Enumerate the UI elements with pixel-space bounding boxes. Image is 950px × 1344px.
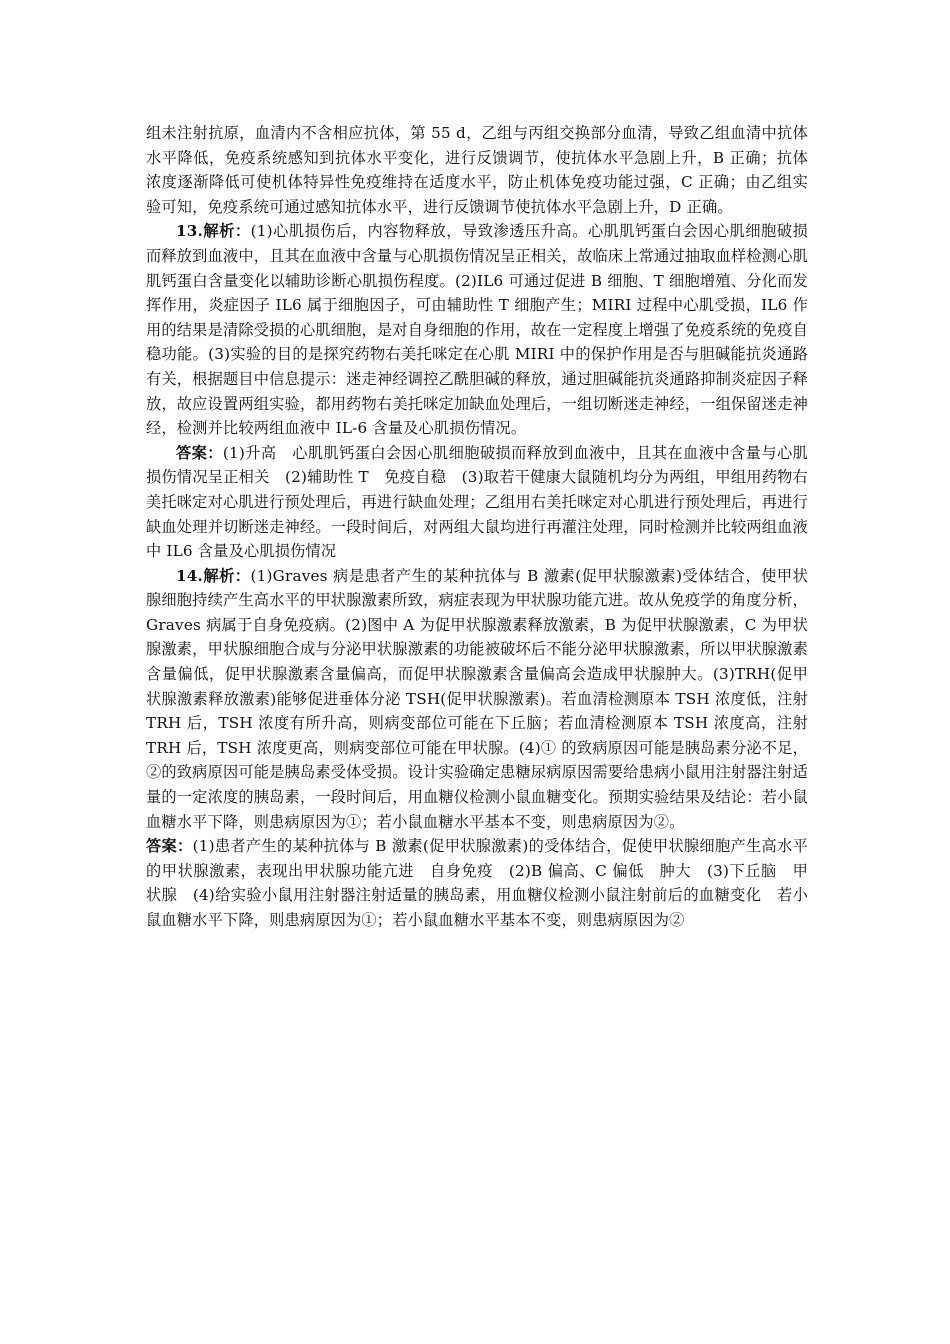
paragraph-q13-analysis [146, 219, 808, 440]
paragraph-q14-analysis [146, 564, 808, 835]
paragraph-label: 14.解析： [176, 566, 251, 585]
paragraph-q14-answer [146, 834, 808, 932]
paragraph-text: (1)Graves 病是患者产生的某种抗体与 B 激素(促甲状腺激素)受体结合，使甲状腺细胞持续产生高水平的甲状腺激素所致，病症表现为甲状腺功能亢进。故从免疫学的角度分析，Graves 病属于自身免疫病。(2)图中 A 为促甲状腺激素释放激素，B 为促甲状腺激素，C 为甲状腺激素，甲状腺细胞合成与分泌甲状腺激素的功能被破坏后不能分泌甲状腺激素，所以甲状腺激素含量偏低，促甲状腺激素含量偏高，而促甲状腺激素含量偏高会造成甲状腺肿大。(3)TRH(促甲状腺激素释放激素)能够促进垂体分泌 TSH(促甲状腺激素)。若血清检测原本 TSH 浓度低，注射 TRH 后，TSH 浓度有所升高，则病变部位可能在下丘脑；若血清检测原本 TSH 浓度高，注射 TRH 后，TSH 浓度更高，则病变部位可能在甲状腺。(4)① 的致病原因可能是胰岛素分泌不足，②的致病原因可能是胰岛素受体受损。设计实验确定患糖尿病原因需要给患病小鼠用注射器注射适量的一定浓度的胰岛素，一段时间后，用血糖仪检测小鼠血糖变化。预期实验结果及结论：若小鼠血糖水平下降，则患病原因为①；若小鼠血糖水平基本不变，则患病原因为②。 [146, 566, 809, 831]
paragraph-text: (1)升高 心肌肌钙蛋白会因心肌细胞破损而释放到血液中，且其在血液中含量与心肌损伤情况呈正相关 (2)辅助性 T 免疫自稳 (3)取若干健康大鼠随机均分为两组，甲组用药物右美托咪定对心肌进行预处理后，再进行缺血处理；乙组用右美托咪定对心肌进行预处理后，再进行缺血处理并切断迷走神经。一段时间后，对两组大鼠均进行再灌注处理，同时检测并比较两组血液中 IL6 含量及心肌损伤情况 [146, 443, 808, 561]
paragraph-text: (1)患者产生的某种抗体与 B 激素(促甲状腺激素)的受体结合，促使甲状腺细胞产生高水平的甲状腺激素，表现出甲状腺功能亢进 自身免疫 (2)B 偏高、C 偏低 肿大 (3)下丘脑 甲状腺 (4)给实验小鼠用注射器注射适量的胰岛素，用血糖仪检测小鼠注射前后的血糖变化 若小鼠血糖水平下降，则患病原因为①；若小鼠血糖水平基本不变，则患病原因为② [146, 837, 808, 929]
paragraph-text: (1)心肌损伤后，内容物释放，导致渗透压升高。心肌肌钙蛋白会因心肌细胞破损而释放到血液中，且其在血液中含量与心肌损伤情况呈正相关，故临床上常通过抽取血样检测心肌肌钙蛋白含量变化以辅助诊断心肌损伤程度。(2)IL6 可通过促进 B 细胞、T 细胞增殖、分化而发挥作用，炎症因子 IL6 属于细胞因子，可由辅助性 T 细胞产生；MIRI 过程中心肌受损，IL6 作用的结果是清除受损的心肌细胞，是对自身细胞的作用，故在一定程度上增强了免疫系统的免疫自稳功能。(3)实验的目的是探究药物右美托咪定在心肌 MIRI 中的保护作用是否与胆碱能抗炎通路有关，根据题目中信息提示：迷走神经调控乙酰胆碱的释放，通过胆碱能抗炎通路抑制炎症因子释放，故应设置两组实验，都用药物右美托咪定加缺血处理后，一组切断迷走神经，一组保留迷走神经，检测并比较两组血液中 IL-6 含量及心肌损伤情况。 [146, 222, 808, 438]
document-page [146, 121, 808, 933]
paragraph-continuation [146, 121, 808, 219]
paragraph-q13-answer [146, 441, 808, 564]
paragraph-label: 答案： [176, 443, 223, 462]
paragraph-text: 组未注射抗原，血清内不含相应抗体，第 55 d，乙组与丙组交换部分血清，导致乙组血清中抗体水平降低，免疫系统感知到抗体水平变化，进行反馈调节，使抗体水平急剧上升，B 正确；抗体浓度逐渐降低可使机体特异性免疫维持在适度水平，防止机体免疫功能过强，C 正确；由乙组实验可知，免疫系统可通过感知抗体水平，进行反馈调节使抗体水平急剧上升，D 正确。 [146, 124, 808, 216]
paragraph-label: 答案： [146, 837, 193, 856]
paragraph-label: 13.解析： [176, 222, 251, 241]
